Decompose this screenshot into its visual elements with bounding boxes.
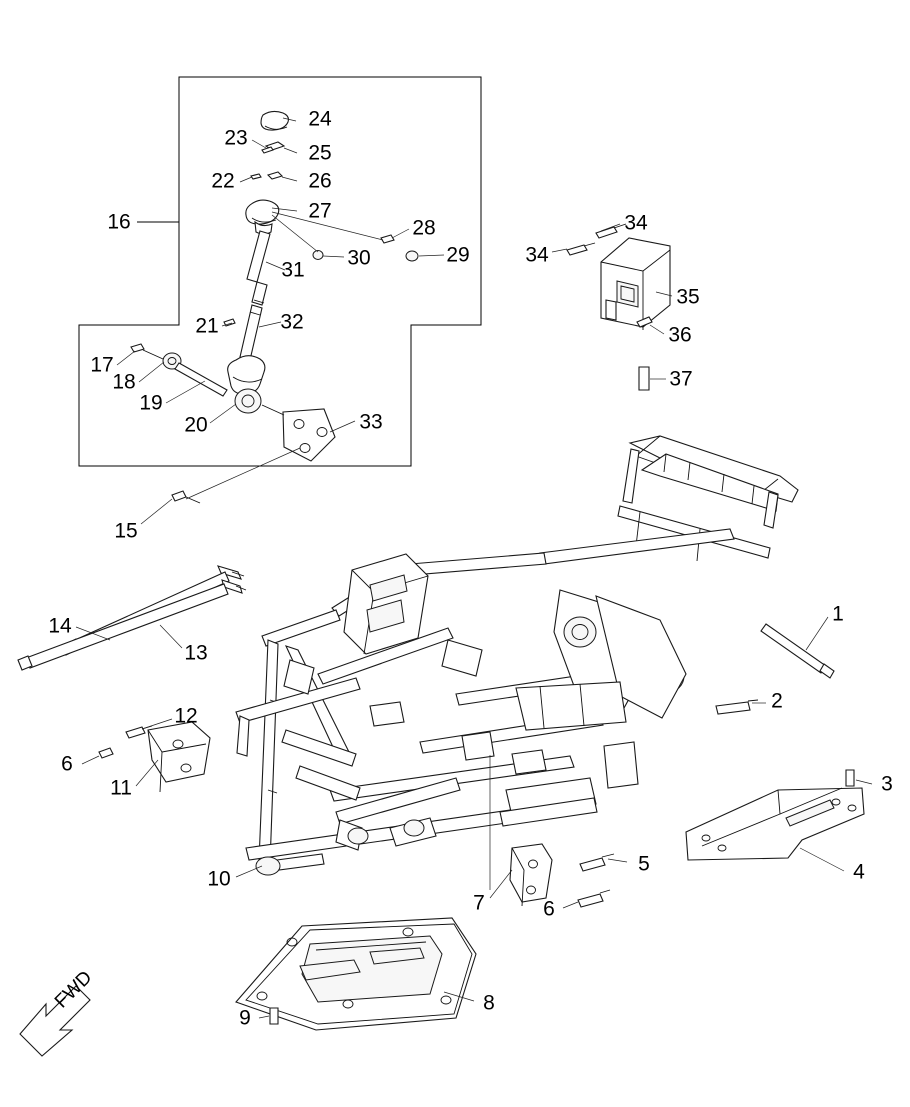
callout-30: 30 [347, 246, 371, 270]
callout-6-right: 6 [543, 897, 555, 921]
callout-24: 24 [308, 107, 332, 131]
callout-26: 26 [308, 169, 332, 193]
callout-21: 21 [195, 314, 219, 338]
callout-9: 9 [239, 1006, 251, 1030]
callout-27: 27 [308, 199, 332, 223]
callout-12: 12 [174, 704, 198, 728]
callout-8: 8 [483, 991, 495, 1015]
bracket-assembly-35 [567, 224, 670, 390]
callout-22: 22 [211, 169, 235, 193]
main-frame [236, 436, 798, 875]
callout-28: 28 [412, 216, 436, 240]
skid-plate-4 [686, 770, 872, 871]
callout-25: 25 [308, 141, 332, 165]
skid-plate-8 [236, 918, 476, 1030]
callout-6-left: 6 [61, 752, 73, 776]
callout-19: 19 [139, 391, 163, 415]
bolt-2 [716, 700, 766, 714]
callout-37: 37 [669, 367, 693, 391]
callout-29: 29 [446, 243, 470, 267]
callout-7: 7 [473, 891, 485, 915]
callout-31: 31 [281, 258, 305, 282]
callout-20: 20 [184, 413, 208, 437]
callout-1: 1 [832, 602, 844, 626]
callout-36: 36 [668, 323, 692, 347]
callout-4: 4 [853, 860, 865, 884]
fwd-direction-label: FWD [50, 966, 97, 1013]
callout-14: 14 [48, 614, 72, 638]
bracket-7 [490, 755, 627, 908]
rod-1 [761, 617, 834, 678]
callout-34-left: 34 [525, 243, 549, 267]
callout-13: 13 [184, 641, 208, 665]
callout-2: 2 [771, 689, 783, 713]
callout-10: 10 [207, 867, 231, 891]
callout-11: 11 [110, 776, 132, 800]
callout-5: 5 [638, 852, 650, 876]
callout-33: 33 [359, 410, 383, 434]
callout-32: 32 [280, 310, 304, 334]
callout-35: 35 [676, 285, 700, 309]
callout-34-top: 34 [624, 211, 648, 235]
callout-23: 23 [224, 126, 248, 150]
steering-column-assembly [131, 107, 418, 503]
callout-18: 18 [112, 370, 136, 394]
callout-15: 15 [114, 519, 138, 543]
callout-3: 3 [881, 772, 893, 796]
callout-17: 17 [90, 353, 114, 377]
callout-16: 16 [107, 210, 131, 234]
